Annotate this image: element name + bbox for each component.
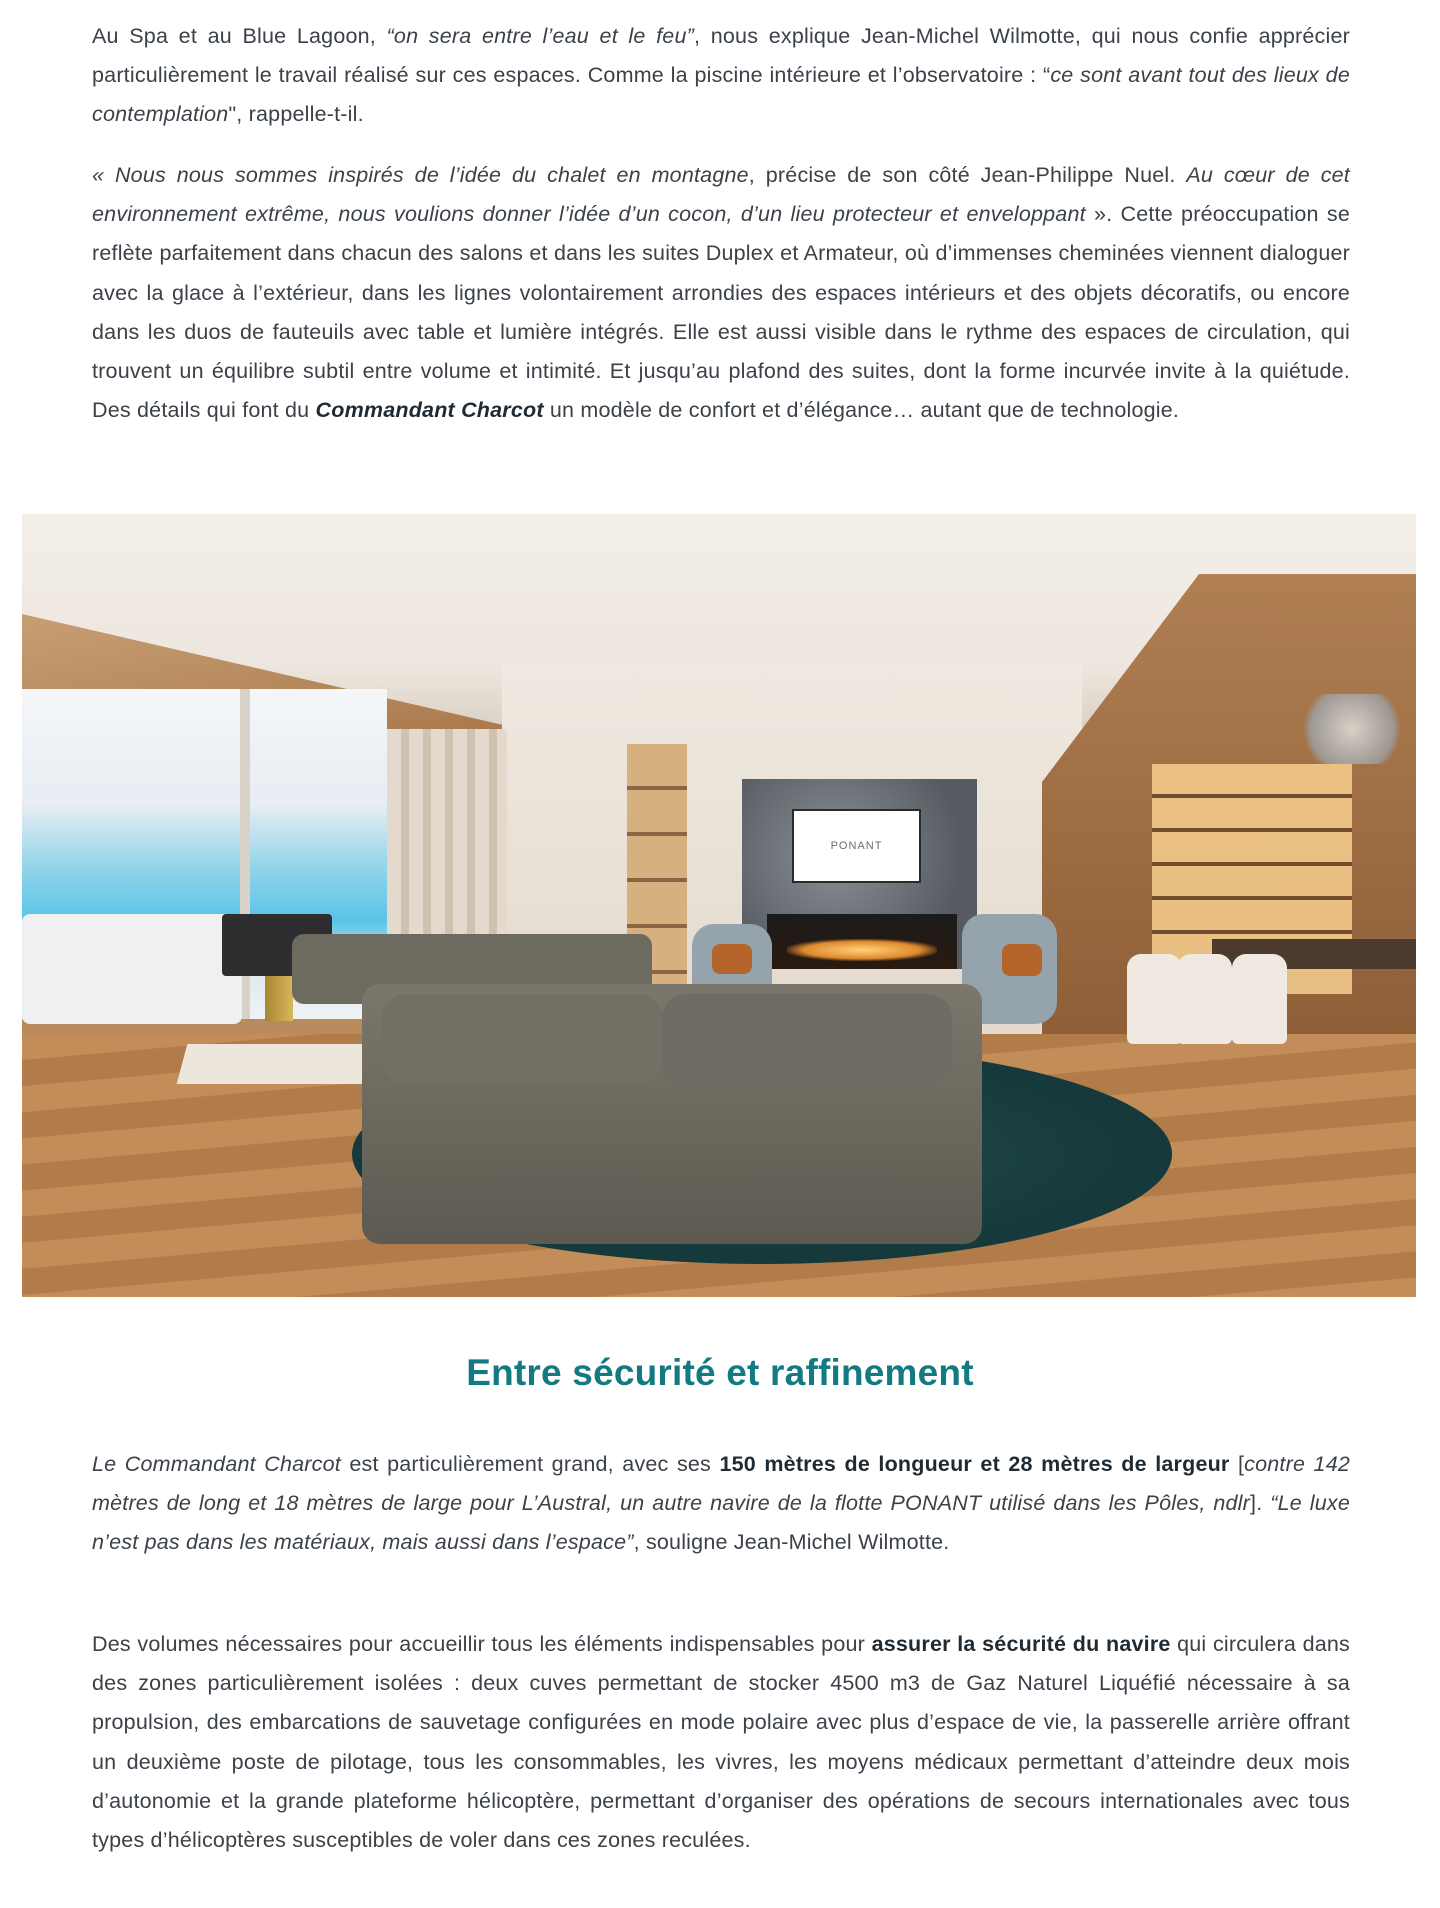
- dining-chair: [1127, 954, 1182, 1044]
- paragraph-spa-blue-lagoon: Au Spa et au Blue Lagoon, “on sera entre l’eau et le feu”, nous explique Jean-Michel Wilmotte, qui nous confie apprécier particulièrement le travail réalisé sur ces espaces. Comme la piscine intérieure et l’observatoire : “ce sont avant tout des lieux de contemplation", rappelle-t-il.: [92, 24, 1351, 127]
- dining-chair: [1177, 954, 1232, 1044]
- sofa-cushion: [662, 994, 952, 1084]
- dimensions-emphasis: 150 mètres de longueur et 28 mètres de largeur: [719, 1452, 1230, 1476]
- paragraph-securite: Des volumes nécessaires pour accueillir tous les éléments indispensables pour assurer la sécurité du navire qui circulera dans des zones particulièrement isolées : deux cuves permettant de stocker 4500 m3 de Gaz Naturel Liquéfié nécessaire à sa propulsion, des embarcations de sauvetage configurées en mode polaire avec plus d’espace de vie, la passerelle arrière offrant un deuxième poste de pilotage, tous les consommables, les vivres, les moyens médicaux permettant d’atteindre deux mois d’autonomie et la grande plateforme hélicoptère, permettant d’organiser des opérations de secours internationales avec tous types d’hélicoptères susceptibles de voler dans ces zones reculées.: [92, 1632, 1350, 1853]
- floor-lamp-base: [265, 976, 293, 1021]
- ship-name: Le Commandant Charcot: [92, 1452, 341, 1476]
- quote-luxe: “Le luxe n’est pas dans les matériaux, mais aussi dans l’espace”: [92, 1491, 1350, 1555]
- editor-note: contre 142 mètres de long et 18 mètres de large pour L’Austral, un autre navire de la flotte PONANT utilisé dans les Pôles, ndlr: [92, 1452, 1351, 1516]
- section-heading: Entre sécurité et raffinement: [466, 1352, 974, 1393]
- orange-pillow: [1002, 944, 1042, 976]
- coffee-table: [177, 1044, 388, 1084]
- ship-name-emphasis: Commandant Charcot: [315, 398, 544, 423]
- fire-flames: [787, 939, 937, 961]
- quote-chalet: « Nous nous sommes inspirés de l’idée du chalet en montagne: [92, 163, 749, 187]
- quote-eau-feu: “on sera entre l’eau et le feu”: [386, 24, 694, 48]
- quote-contemplation: ce sont avant tout des lieux de contemplation: [92, 63, 1350, 127]
- orange-pillow: [712, 944, 752, 974]
- security-emphasis: assurer la sécurité du navire: [871, 1632, 1171, 1656]
- tv-screen: PONANT: [792, 809, 921, 883]
- pendant-lamp: [1292, 694, 1412, 764]
- quote-cocon: Au cœur de cet environnement extrême, nous voulions donner l’idée d’un cocon, d’un lieu protecteur et enveloppant: [92, 163, 1350, 227]
- paragraph-chalet-montagne: « Nous nous sommes inspirés de l’idée du chalet en montagne, précise de son côté Jean-Philippe Nuel. Au cœur de cet environnement extrême, nous voulions donner l’idée d’un cocon, d’un lieu protecteur et enveloppant ». Cette préoccupation se reflète parfaitement dans chacun des salons et dans les suites Duplex et Armateur, où d’immenses cheminées viennent dialoguer avec la glace à l’extérieur, dans les lignes volontairement arrondies des espaces intérieurs et des objets décoratifs, ou encore dans les duos de fauteuils avec table et lumière intégrés. Elle est aussi visible dans le rythme des espaces de circulation, qui trouvent un équilibre subtil entre volume et intimité. Et jusqu’au plafond des suites, dont la forme incurvée invite à la quiétude. Des détails qui font du Commandant Charcot un modèle de confort et d’élégance… autant que de technologie.: [92, 163, 1350, 423]
- terrace-sofa: [22, 914, 242, 1024]
- suite-interior-photo: [22, 514, 1416, 1297]
- paragraph-dimensions: Le Commandant Charcot est particulièrement grand, avec ses 150 mètres de longueur et 28 mètres de largeur [contre 142 mètres de long et 18 mètres de large pour L’Austral, un autre navire de la flotte PONANT utilisé dans les Pôles, ndlr]. “Le luxe n’est pas dans les matériaux, mais aussi dans l’espace”, souligne Jean-Michel Wilmotte.: [92, 1452, 1351, 1555]
- dining-chair: [1232, 954, 1287, 1044]
- sofa-cushion: [382, 994, 662, 1084]
